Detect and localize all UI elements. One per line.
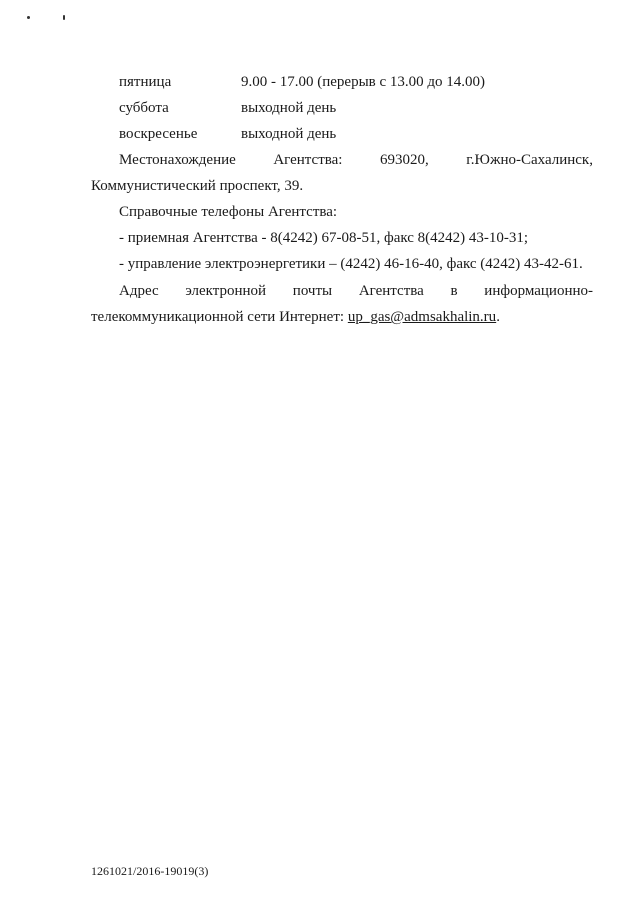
phones-heading: Справочные телефоны Агентства: xyxy=(119,204,338,220)
location-agency: Агентства: xyxy=(273,152,343,168)
email-word: в xyxy=(450,283,458,299)
phone-energy-department: - управление электроэнергетики – (4242) 46-16-40, факс (4242) 43-42-61. xyxy=(119,256,583,272)
email-word: Агентства xyxy=(358,283,424,299)
email-word: почты xyxy=(292,283,333,299)
schedule-hours-saturday: выходной день xyxy=(241,100,337,116)
scan-speck xyxy=(63,15,65,20)
schedule-day-sunday: воскресенье xyxy=(119,126,198,142)
scan-speck xyxy=(27,16,30,19)
email-prefix: телекоммуникационной сети Интернет: xyxy=(91,309,348,325)
document-number: 1261021/2016-19019(3) xyxy=(91,864,209,878)
email-link[interactable]: up_gas@admsakhalin.ru xyxy=(347,309,497,325)
email-word: электронной xyxy=(185,283,267,299)
schedule-hours-sunday: выходной день xyxy=(241,126,337,142)
location-city: г.Южно-Сахалинск, xyxy=(466,152,593,168)
location-street: Коммунистический проспект, 39. xyxy=(91,178,304,194)
location-postcode: 693020, xyxy=(380,152,429,168)
phone-reception: - приемная Агентства - 8(4242) 67-08-51, факс 8(4242) 43-10-31; xyxy=(119,230,529,246)
schedule-hours-friday: 9.00 - 17.00 (перерыв с 13.00 до 14.00) xyxy=(241,74,486,90)
email-word: информационно- xyxy=(484,283,593,299)
location-line xyxy=(119,151,593,169)
schedule-day-saturday: суббота xyxy=(119,100,169,116)
schedule-day-friday: пятница xyxy=(119,74,172,90)
email-line xyxy=(119,282,593,300)
email-suffix: . xyxy=(496,309,500,325)
email-line-2 xyxy=(91,308,500,326)
location-label: Местонахождение xyxy=(119,152,236,168)
email-word: Адрес xyxy=(119,283,159,299)
